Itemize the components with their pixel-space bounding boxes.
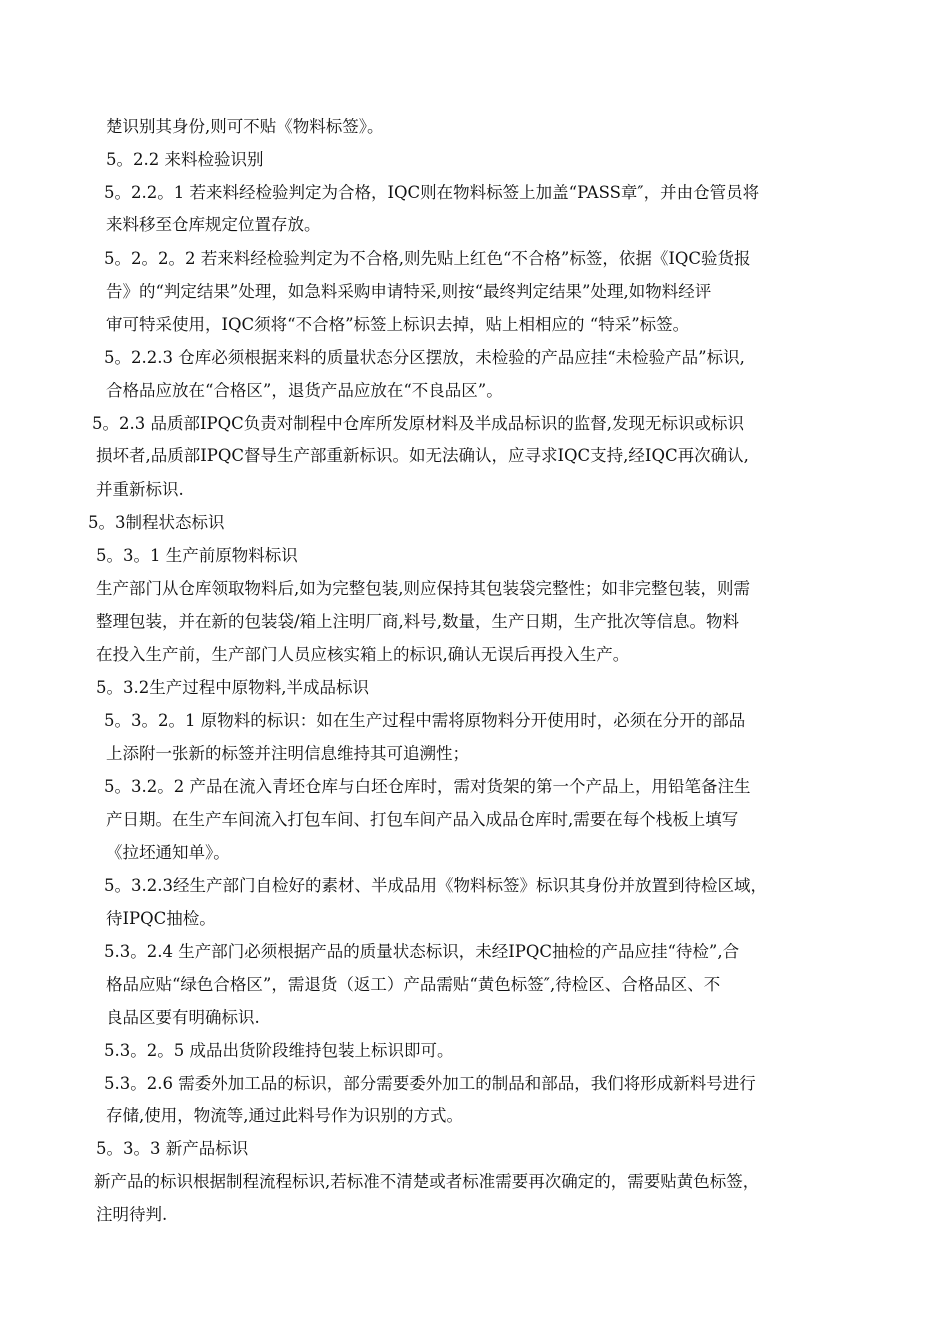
paragraph-line: 注明待判.	[96, 1205, 168, 1224]
paragraph-line: 楚识别其身份,则可不贴《物料标签》。	[106, 117, 384, 136]
paragraph-line: 5。2。2。2 若来料经检验判定为不合格,则先贴上红色“不合格”标签，依据《IQC验货报	[104, 249, 751, 268]
paragraph-line: 并重新标识.	[96, 480, 184, 499]
paragraph-line: 待IPQC抽检。	[106, 909, 216, 928]
paragraph-line: 5.3。2.4 生产部门必须根据产品的质量状态标识，未经IPQC抽检的产品应挂“待检”,合	[104, 942, 740, 961]
paragraph-line: 《拉坯通知单》。	[106, 843, 230, 862]
paragraph-line: 整理包装，并在新的包装袋/箱上注明厂商,料号,数量，生产日期，生产批次等信息。物料	[96, 612, 740, 631]
paragraph-line: 审可特采使用，IQC须将“不合格”标签上标识去掉，贴上相相应的 “特采”标签。	[106, 315, 690, 334]
paragraph-line: 5。2.3 品质部IPQC负责对制程中仓库所发原材料及半成品标识的监督,发现无标识或标识	[92, 414, 744, 433]
section-heading: 5。3制程状态标识	[88, 513, 225, 532]
section-heading: 5。3。3 新产品标识	[96, 1139, 249, 1158]
paragraph-line: 格品应贴“绿色合格区”，需退货（返工）产品需贴“黄色标签″,待检区、合格品区、不	[106, 975, 721, 994]
paragraph-line: 上添附一张新的标签并注明信息维持其可追溯性；	[106, 744, 469, 763]
section-heading: 5。3.2生产过程中原物料,半成品标识	[96, 678, 369, 697]
paragraph-line: 告》的“判定结果”处理，如急料采购申请特采,则按“最终判定结果”处理,如物料经评	[106, 282, 712, 301]
paragraph-line: 5.3。2。5 成品出货阶段维持包装上标识即可。	[104, 1041, 454, 1060]
paragraph-line: 在投入生产前，生产部门人员应核实箱上的标识,确认无误后再投入生产。	[96, 645, 630, 664]
paragraph-line: 存储,使用，物流等,通过此料号作为识别的方式。	[106, 1106, 463, 1125]
paragraph-line: 生产部门从仓库领取物料后,如为完整包装,则应保持其包装袋完整性；如非完整包装，则需	[96, 579, 750, 598]
paragraph-line: 5。3.2.3经生产部门自检好的素材、半成品用《物料标签》标识其身份并放置到待检区域，	[104, 876, 767, 895]
paragraph-line: 来料移至仓库规定位置存放。	[106, 215, 321, 234]
paragraph-line: 5。2.2。1 若来料经检验判定为合格，IQC则在物料标签上加盖“PASS章″，并由仓管员将	[104, 183, 760, 202]
paragraph-line: 5。2.2.3 仓库必须根据来料的质量状态分区摆放，未检验的产品应挂“未检验产品”标识,	[104, 348, 745, 367]
paragraph-line: 合格品应放在“合格区”，退货产品应放在“不良品区”。	[106, 381, 503, 400]
section-heading: 5。3。1 生产前原物料标识	[96, 546, 298, 565]
paragraph-line: 良品区要有明确标识.	[106, 1008, 260, 1027]
paragraph-line: 5.3。2.6 需委外加工品的标识，部分需要委外加工的制品和部品，我们将形成新料号进行	[104, 1074, 756, 1093]
paragraph-line: 损坏者,品质部IPQC督导生产部重新标识。如无法确认，应寻求IQC支持,经IQC再次确认,	[96, 446, 749, 465]
paragraph-line: 新产品的标识根据制程流程标识,若标准不清楚或者标准需要再次确定的，需要贴黄色标签，	[94, 1172, 760, 1191]
section-heading: 5。2.2 来料检验识别	[106, 150, 264, 169]
paragraph-line: 5。3.2。2 产品在流入青坯仓库与白坯仓库时，需对货架的第一个产品上，用铅笔备注生	[104, 777, 751, 796]
paragraph-line: 5。3。2。1 原物料的标识：如在生产过程中需将原物料分开使用时，必须在分开的部品	[104, 711, 746, 730]
paragraph-line: 产日期。在生产车间流入打包车间、打包车间产品入成品仓库时,需要在每个栈板上填写	[106, 810, 739, 829]
